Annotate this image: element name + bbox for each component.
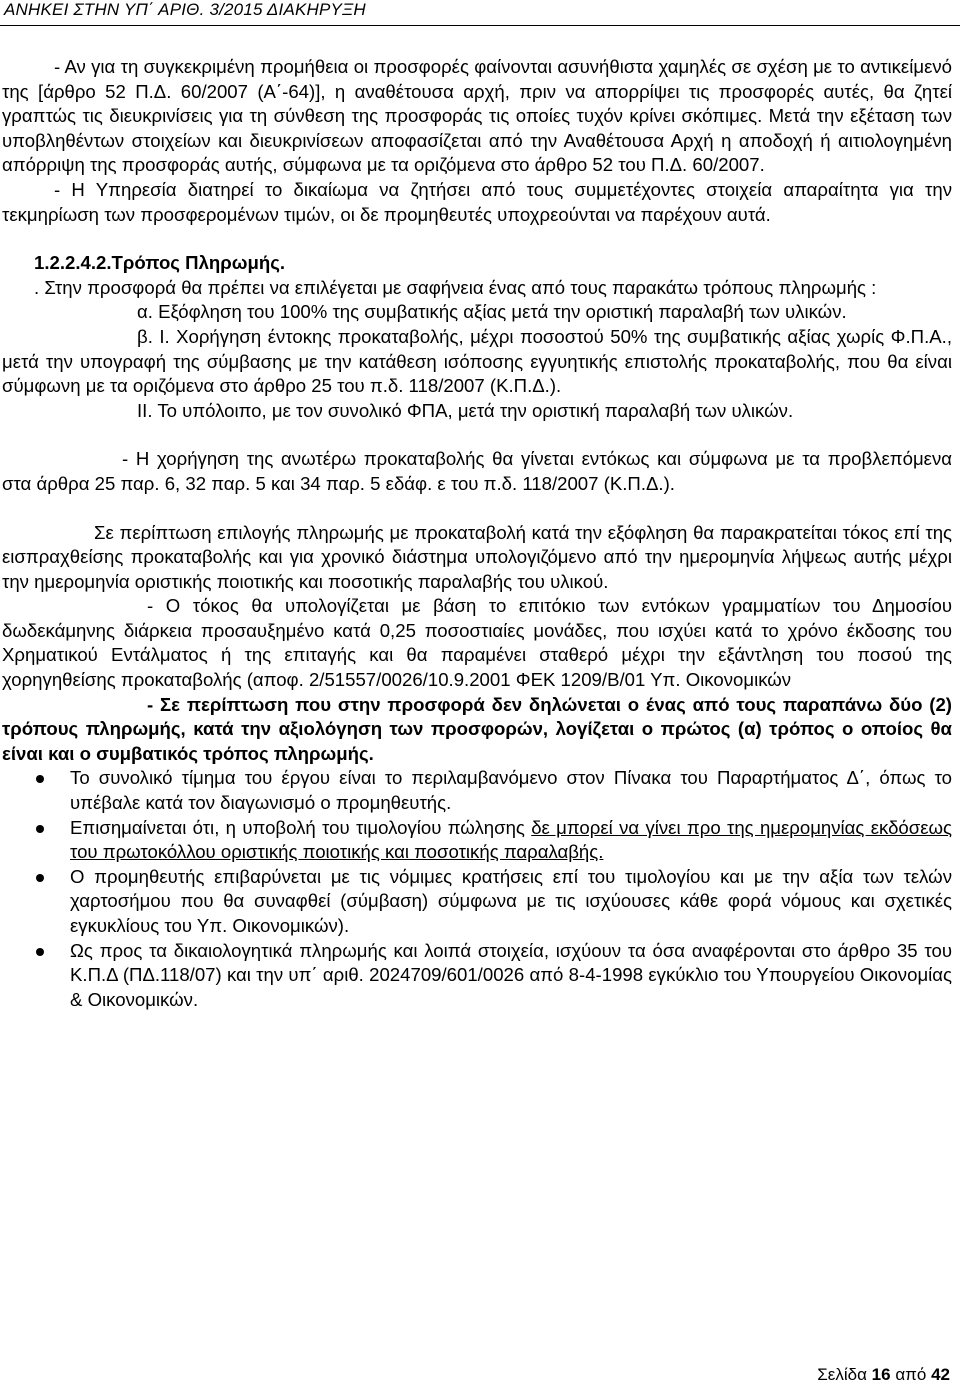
- paragraph-service-right: - Η Υπηρεσία διατηρεί το δικαίωμα να ζητήσει από τους συμμετέχοντες στοιχεία απαραίτητα για την τεκμηρίωση των προσφερομένων τιμών, οι δε προμηθευτές υποχρεούνται να παρέχουν αυτά.: [2, 178, 952, 225]
- paragraph-default-payment: - Σε περίπτωση που στην προσφορά δεν δηλώνεται ο ένας από τους παραπάνω δύο (2) τρόπους πληρωμής, κατά την αξιολόγηση των προσφορών, λογίζεται ο πρώτος (α) τρόπος ο οποίος θα είναι και ο συμβατικός τρόπος πληρωμής.: [2, 693, 952, 764]
- document-body: [2, 55, 952, 1012]
- page-footer: [817, 1365, 950, 1385]
- paragraph-advance-interest: - Η χορήγηση της ανωτέρω προκαταβολής θα γίνεται εντόκως και σύμφωνα με τα προβλεπόμενα στα άρθρα 25 παρ. 6, 32 παρ. 5 και 34 παρ. 5 εδάφ. ε του π.δ. 118/2007 (Κ.Π.Δ.).: [2, 448, 952, 494]
- bullet-item-invoice: [2, 816, 952, 865]
- footer-page-number: 16: [871, 1365, 891, 1384]
- header-title: ΑΝΗΚΕΙ ΣΤΗΝ ΥΠ΄ ΑΡΙΘ. 3/2015 ΔΙΑΚΗΡΥΞΗ: [4, 0, 366, 19]
- bullet-invoice-underlined: δε μπορεί να γίνει προ της ημερομηνίας εκδόσεως του πρωτοκόλλου οριστικής ποιοτικής και ποσοτικής παραλαβής.: [70, 816, 953, 863]
- bullet-item-documents: Ως προς τα δικαιολογητικά πληρωμής και λοιπά στοιχεία, ισχύουν τα όσα αναφέρονται στο άρθρο 35 του Κ.Π.Δ (ΠΔ.118/07) και την υπ΄ αριθ. 2024709/601/0026 από 8-4-1998 εγκύκλιο του Υπουργείου Οικονομίας & Οικονομικών.: [2, 939, 952, 1013]
- paragraph-interest-withholding: Σε περίπτωση επιλογής πληρωμής με προκαταβολή κατά την εξόφληση θα παρακρατείται τόκος επί της εισπραχθείσης προκαταβολής και για χρονικό διάστημα υπολογιζόμενο από την ημερομηνία λήψεως αυτής μέχρι την ημερομηνία οριστικής ποιοτικής και ποσοτικής παραλαβής του υλικού.: [2, 521, 952, 592]
- footer-of: από: [895, 1365, 927, 1384]
- footer-label: Σελίδα: [817, 1365, 867, 1384]
- bullet-item-total-price: Το συνολικό τίμημα του έργου είναι το περιλαμβανόμενο στον Πίνακα του Παραρτήματος Δ΄, όπως το υπέβαλε κατά τον διαγωνισμό ο προμηθευτής.: [2, 766, 952, 815]
- section-heading-payment: 1.2.2.4.2.Τρόπος Πληρωμής.: [34, 252, 286, 274]
- page-header: [0, 0, 960, 38]
- bullet-item-deductions: Ο προμηθευτής επιβαρύνεται με τις νόμιμες κρατήσεις επί του τιμολογίου και με την αξία των τελών χαρτοσήμου που θα συναφθεί (σύμβαση) σύμφωνα με τις ισχύουσες κάθε φορά νόμους και σχετικές εγκυκλίους του Υπ. Οικονομικών).: [2, 865, 952, 939]
- paragraph-abnormally-low-offers: - Αν για τη συγκεκριμένη προμήθεια οι προσφορές φαίνονται ασυνήθιστα χαμηλές σε σχέση με το αντικείμενό της [άρθρο 52 Π.Δ. 60/2007 (Α΄-64)], η αναθέτουσα αρχή, πριν να απορρίψει τις προσφορές αυτές, θα ζητεί γραπτώς τις διευκρινίσεις για τη σύνθεση της προσφοράς τις οποίες τυχόν κρίνει σκόπιμες. Μετά την εξέταση των υποβληθέντων στοιχείων και διευκρινίσεων αποφασίζεται από την Αναθέτουσα Αρχή η αποδοχή ή αιτιολογημένη απόρριψη της προσφοράς αυτής, σύμφωνα με τα οριζόμενα στο άρθρο 52 του Π.Δ. 60/2007.: [2, 56, 952, 176]
- paragraph-option-a: α. Εξόφληση του 100% της συμβατικής αξίας μετά την οριστική παραλαβή των υλικών.: [137, 301, 847, 323]
- footer-total-pages: 42: [931, 1365, 950, 1384]
- paragraph-payment-choice: . Στην προσφορά θα πρέπει να επιλέγεται με σαφήνεια ένας από τους παρακάτω τρόπους πληρωμής :: [34, 276, 877, 298]
- bullet-invoice-text: Επισημαίνεται ότι, η υποβολή του τιμολογίου πώλησης: [70, 816, 532, 838]
- bullet-list: [2, 766, 952, 1012]
- header-rule: [0, 25, 960, 26]
- paragraph-interest-rate: - Ο τόκος θα υπολογίζεται με βάση το επιτόκιο των εντόκων γραμματίων του Δημοσίου δωδεκάμηνης διάρκεια προσαυξημένο κατά 0,25 ποσοστιαίες μονάδες, που ισχύει κατά το χρόνο έκδοσης του Χρηματικού Εντάλματος ή της επιταγής και θα παραμένει σταθερό μέχρι την εξάντληση του ποσού της χορηγηθείσης προκαταβολής (αποφ. 2/51557/0026/10.9.2001 ΦΕΚ 1209/Β/01 Υπ. Οικονομικών: [2, 595, 952, 691]
- paragraph-option-b1: β. Ι. Χορήγηση έντοκης προκαταβολής, μέχρι ποσοστού 50% της συμβατικής αξίας χωρίς Φ.Π.Α., μετά την υπογραφή της σύμβασης με την κατάθεση ισόποσης εγγυητικής επιστολής προκαταβολής, που θα είναι σύμφωνη με τα οριζόμενα στο άρθρο 25 του π.δ. 118/2007 (Κ.Π.Δ.).: [2, 325, 952, 397]
- paragraph-option-b2: ΙΙ. Το υπόλοιπο, με τον συνολικό ΦΠΑ, μετά την οριστική παραλαβή των υλικών.: [137, 399, 794, 421]
